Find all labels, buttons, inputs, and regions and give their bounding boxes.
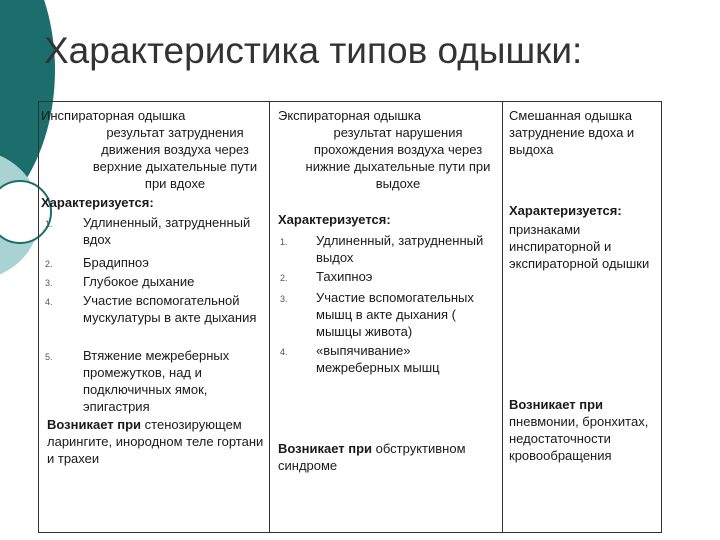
list-text: Участие вспомогательной мускулатуры в акте дыхания	[83, 293, 257, 325]
list-number: 3.	[280, 294, 288, 304]
column-header: Смешанная одышка	[509, 108, 632, 123]
occurs-text: обструктивном синдроме	[278, 441, 466, 473]
column-inspiratory	[39, 102, 269, 532]
column-description: результат нарушения прохождения воздуха через нижние дыхательные пути при выдохе	[305, 125, 491, 191]
occurs-block	[509, 396, 663, 464]
characterized-label: Характеризуется:	[41, 195, 154, 210]
occurs-text: пневмонии, бронхитах, недостаточности кровообращения	[509, 414, 649, 463]
list-text: Втяжение межреберных промежутков, над и подключичных ямок, эпигастрия	[83, 348, 230, 414]
list-text: Глубокое дыхание	[83, 274, 195, 289]
list-number: 4.	[45, 297, 53, 307]
column-header: Экспираторная одышка	[278, 108, 421, 123]
occurs-block	[47, 416, 267, 467]
occurs-label: Возникает при	[509, 397, 604, 412]
list-number: 2.	[45, 259, 53, 269]
list-number: 2.	[280, 273, 288, 283]
dyspnea-types-table	[38, 101, 662, 533]
list-text: Участие вспомогательных мышц в акте дыхания ( мышцы живота)	[316, 290, 474, 339]
list-text: Брадипноэ	[83, 255, 149, 270]
list-number: 1.	[45, 219, 53, 229]
characterized-text: признаками инспираторной и экспираторной одышки	[509, 222, 650, 271]
column-header: Инспираторная одышка	[41, 108, 186, 123]
list-text: Тахипноэ	[316, 269, 373, 284]
characterized-label: Характеризуется:	[278, 212, 391, 227]
list-text: «выпячивание» межреберных мышц	[316, 343, 440, 375]
column-description: затруднение вдоха и выдоха	[509, 125, 635, 157]
list-text: Удлиненный, затрудненный выдох	[316, 233, 484, 265]
occurs-block	[278, 440, 500, 474]
list-number: 3.	[45, 278, 53, 288]
list-text: Удлиненный, затрудненный вдох	[83, 215, 251, 247]
slide-title: Характеристика типов одышки:	[44, 30, 583, 71]
characterized-label: Характеризуется:	[509, 203, 622, 218]
column-description: результат затруднения движения воздуха через верхние дыхательные пути при вдохе	[92, 125, 258, 191]
column-expiratory	[269, 102, 503, 532]
occurs-label: Возникает при	[47, 417, 142, 432]
list-number: 1.	[280, 237, 288, 247]
occurs-label: Возникает при	[278, 441, 373, 456]
column-mixed	[502, 102, 661, 532]
list-number: 4.	[280, 347, 288, 357]
occurs-text: стенозирующем ларингите, инородном теле гортани и трахеи	[47, 417, 264, 466]
list-number: 5.	[45, 352, 53, 362]
